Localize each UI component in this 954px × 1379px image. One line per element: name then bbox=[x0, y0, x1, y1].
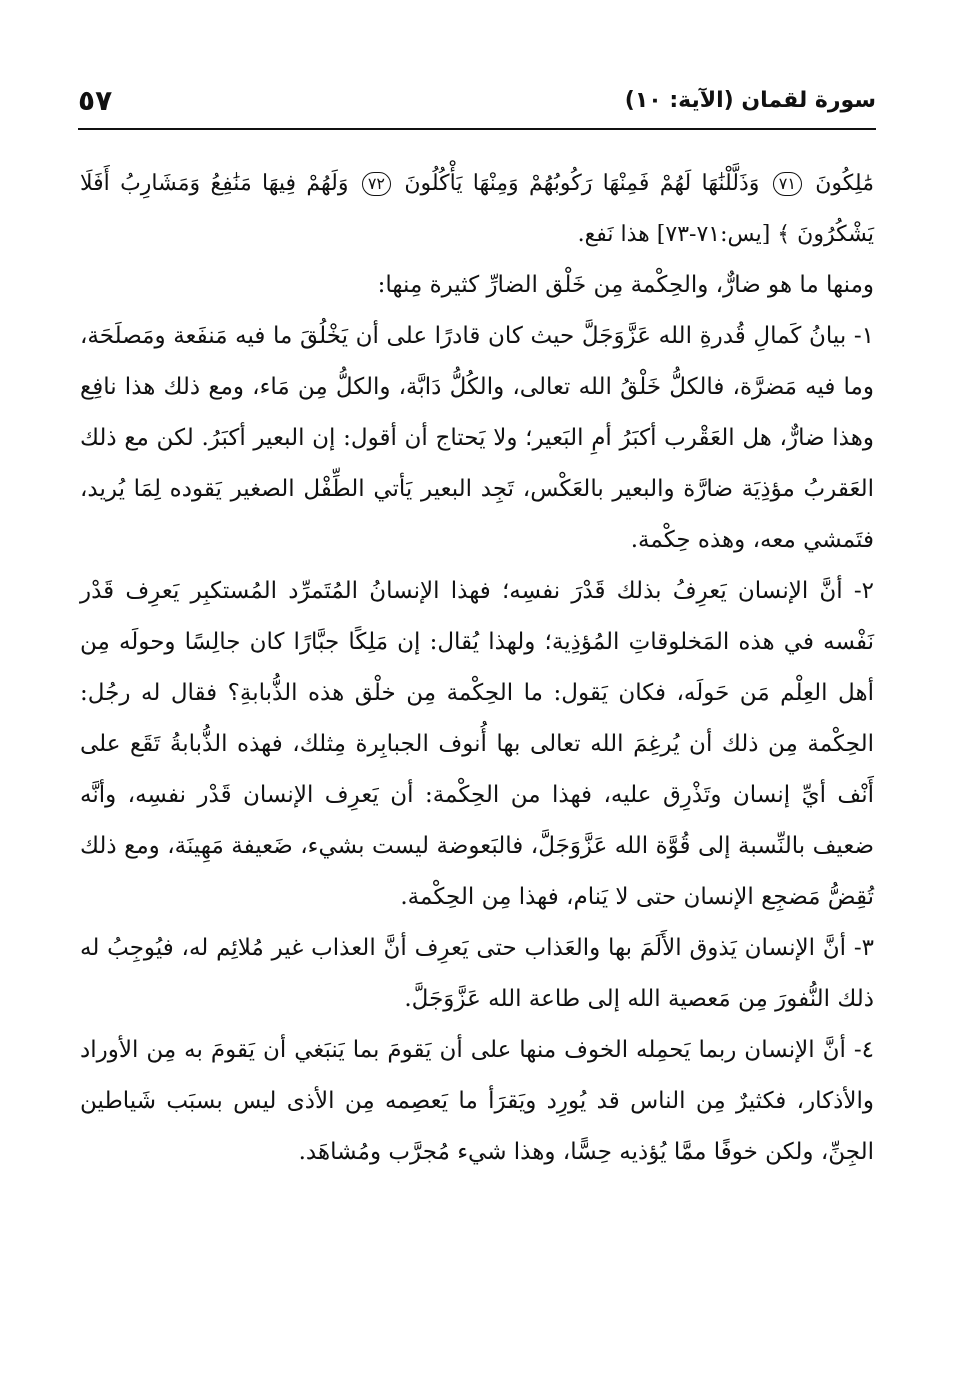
point-4-paragraph: ٤- أنَّ الإنسان ربما يَحمِله الخوف منها على أن يَقومَ بما يَنبَغي أن يَقومَ به مِن الأوراد والأذكار، فكثيرٌ مِن الناس قد يُورِد ويَقرَأ ما يَعصِمه مِن الأذى ليس بسبَب شَياطين الجِنِّ، ولكن خوفًا ممَّا يُؤذيه حِسًّا، وهذا شيء مُجرَّب ومُشاهَد. bbox=[80, 1037, 874, 1165]
page-number: ٥٧ bbox=[78, 84, 113, 117]
verse-comment: هذا نَفع. bbox=[577, 222, 650, 247]
verse-text-1: مَٰلِكُونَ bbox=[815, 171, 875, 196]
running-title: سورة لقمان (الآية: ١٠) bbox=[624, 88, 876, 113]
verse-text-3: وَلَهُمْ فِيهَا مَنَٰفِعُ وَمَشَارِبُ أَفَلَا يَشْكُرُونَ bbox=[80, 171, 874, 247]
verse-close-bracket: ﴾ bbox=[777, 222, 791, 247]
point-1-paragraph: ١- بيانُ كَمالِ قُدرةِ الله عَزَّوَجَلَّ حيث كان قادرًا على أن يَخْلُقَ ما فيه مَنفَعة ومَصلَحَة، وما فيه مَضرَّة، فالكلُّ خَلْقُ الله تعالى، والكُلُّ دَابَّة، والكلُّ مِن مَاء، ومع ذلك هذا نافِع وهذا ضارٌّ، هل العَقْرب أكبَرُ أمِ البَعير؛ ولا يَحتاج أن أقول: إن البعير أكبَرُ. لكن مع ذلك العَقربُ مؤذِيَة ضارَّة والبعير بالعَكْس، تَجِد البعير يَأتي الطِّفْل الصغير يَقوده لِمَا يُريد، فتَمشي معه، وهذه حِكْمة. bbox=[80, 323, 874, 553]
intro-paragraph: ومنها ما هو ضارٌّ، والحِكْمة مِن خَلْق الضارِّ كثيرة مِنها: bbox=[377, 272, 874, 298]
verse-text-2: وَذَلَّلْنَٰهَا لَهُمْ فَمِنْهَا رَكُوبُهُمْ وَمِنْهَا يَأْكُلُونَ bbox=[404, 171, 760, 196]
page-body bbox=[80, 158, 874, 1178]
ayah-number-71: ٧١ bbox=[773, 172, 802, 196]
verse-reference: [يس:٧١-٧٣] bbox=[656, 222, 771, 247]
page-header bbox=[78, 82, 876, 130]
quran-verse bbox=[80, 158, 874, 260]
ayah-number-72: ٧٢ bbox=[362, 172, 391, 196]
point-2-paragraph: ٢- أنَّ الإنسان يَعرِفُ بذلك قَدْرَ نفسِه؛ فهذا الإنسانُ المُتَمرِّد المُستكبِر يَعرِف قَدْر نَفْسه في هذه المَخلوقاتِ المُؤذِية؛ ولهذا يُقال: إن مَلِكًا جبَّارًا كان جالِسًا وحولَه مِن أهل العِلْم مَن حَولَه، فكان يَقول: ما الحِكْمة مِن خلْق هذه الذُّبابةِ؟ فقال له رجُل: الحِكْمة مِن ذلك أن يُرغِمَ الله تعالى بها أُنوف الجبابِرة مِثلك، فهذه الذُّبابةُ تَقَع على أَنْف أيِّ إنسان وتَذْرِق عليه، فهذا من الحِكْمة: أن يَعرِف الإنسان قَدْر نفسِه، وأنَّه ضعيف بالنِّسبة إلى قُوَّة الله عَزَّوَجَلَّ، فالبَعوضة ليست بشيء، ضَعيفة مَهِينَة، ومع ذلك تُقِضُّ مَضجِع الإنسان حتى لا يَنام، فهذا مِن الحِكْمة. bbox=[80, 578, 874, 910]
point-3-paragraph: ٣- أنَّ الإنسان يَذوق الأَلَمَ بها والعَذاب حتى يَعرِف أنَّ العذاب غير مُلائِم له، فيُوجِبُ له ذلك النُّفورَ مِن مَعصية الله إلى طاعة الله عَزَّوَجَلَّ. bbox=[80, 935, 874, 1012]
